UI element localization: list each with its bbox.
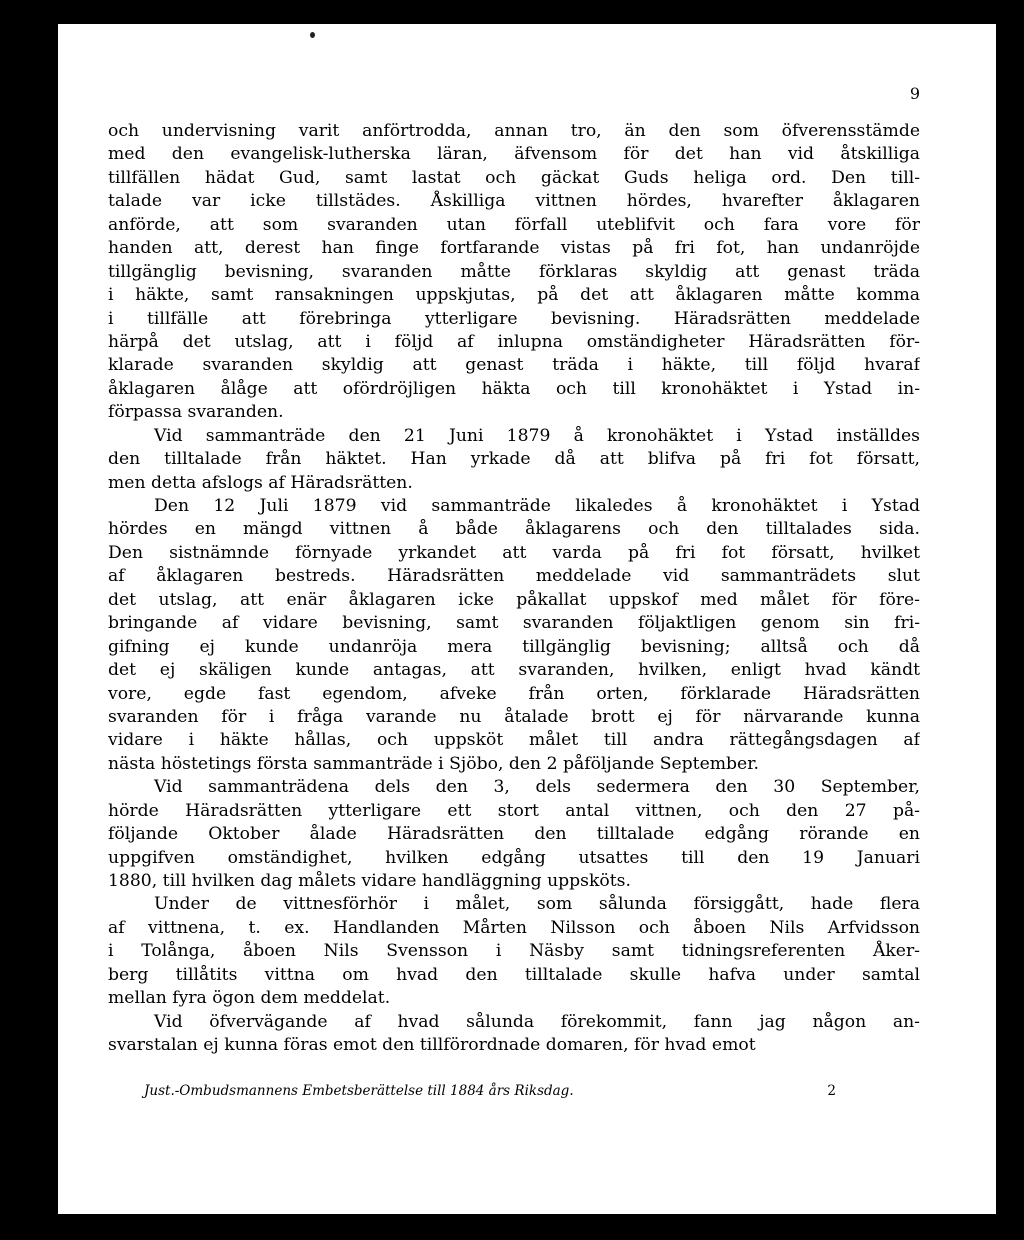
text-line: med den evangelisk-lutherska läran, äfvensom för det han vid åtskilliga	[108, 144, 920, 165]
text-line: Under de vittnesförhör i målet, som sålunda försiggått, hade flera	[154, 894, 920, 915]
text-line: följande Oktober ålade Häradsrätten den tilltalade edgång rörande en	[108, 824, 920, 845]
text-line: talade var icke tillstädes. Åskilliga vittnen hördes, hvarefter åklagaren	[108, 191, 920, 212]
text-line: Den sistnämnde förnyade yrkandet att varda på fri fot försatt, hvilket	[108, 542, 920, 563]
text-line: 1880, till hvilken dag målets vidare handläggning uppsköts.	[108, 871, 631, 891]
text-line: gifning ej kunde undanröja mera tillgänglig bevisning; alltså och då	[108, 636, 920, 657]
running-footer	[144, 1083, 836, 1099]
text-line: Den 12 Juli 1879 vid sammanträde likaledes å kronohäktet i Ystad	[154, 496, 920, 516]
text-line: det utslag, att enär åklagaren icke påkallat uppskof med målet för före-	[108, 589, 920, 610]
text-line: klarade svaranden skyldig att genast träda i häkte, till följd hvaraf	[108, 355, 920, 376]
text-line: Vid öfvervägande af hvad sålunda förekommit, fann jag någon an-	[154, 1011, 920, 1032]
text-line: svaranden för i fråga varande nu åtalade brott ej för närvarande kunna	[108, 706, 920, 727]
text-line: åklagaren ålåge att ofördröjligen häkta och till kronohäktet i Ystad in-	[108, 378, 920, 399]
text-line: tillfällen hädat Gud, samt lastat och gäckat Guds heliga ord. Den till-	[108, 167, 920, 188]
text-line: Vid sammanträdena dels den 3, dels sedermera den 30 September,	[154, 777, 920, 798]
text-line: härpå det utslag, att i följd af inlupna omständigheter Häradsrätten för-	[108, 331, 920, 352]
text-line: uppgifven omständighet, hvilken edgång utsattes till den 19 Januari	[108, 847, 920, 868]
page-number: 9	[909, 84, 920, 103]
text-line: och undervisning varit anförtrodda, annan tro, än den som öfverensstämde	[108, 121, 920, 141]
text-line: den tilltalade från häktet. Han yrkade då att blifva på fri fot försatt,	[108, 449, 920, 470]
text-line: men detta afslogs af Häradsrätten.	[108, 472, 413, 493]
text-line: förpassa svaranden.	[108, 402, 284, 423]
ink-speck	[310, 32, 315, 38]
text-line: mellan fyra ögon dem meddelat.	[108, 988, 391, 1009]
text-line: bringande af vidare bevisning, samt svaranden följaktligen genom sin fri-	[108, 613, 920, 634]
text-line: af åklagaren bestreds. Häradsrätten meddelade vid sammanträdets slut	[108, 566, 920, 587]
text-line: det ej skäligen kunde antagas, att svaranden, hvilken, enligt hvad kändt	[108, 660, 920, 681]
text-line: i tillfälle att förebringa ytterligare bevisning. Häradsrätten meddelade	[108, 308, 920, 329]
text-line: tillgänglig bevisning, svaranden måtte förklaras skyldig att genast träda	[108, 261, 920, 282]
text-line: svarstalan ej kunna föras emot den tillförordnade domaren, för hvad emot	[108, 1035, 756, 1056]
text-line: hörde Häradsrätten ytterligare ett stort antal vittnen, och den 27 på-	[108, 800, 920, 821]
text-line: af vittnena, t. ex. Handlanden Mårten Nilsson och åboen Nils Arfvidsson	[108, 917, 920, 938]
text-line: anförde, att som svaranden utan förfall uteblifvit och fara vore för	[108, 214, 920, 235]
text-line: nästa höstetings första sammanträde i Sjöbo, den 2 påföljande September.	[108, 753, 760, 774]
document-page	[58, 24, 996, 1214]
text-line: hördes en mängd vittnen å både åklagarens och den tilltalades sida.	[108, 519, 920, 540]
text-line: vore, egde fast egendom, afveke från orten, förklarade Häradsrätten	[108, 683, 920, 704]
text-line: vidare i häkte hållas, och uppsköt målet till andra rättegångsdagen af	[108, 730, 920, 751]
footer-title: Just.-Ombudsmannens Embetsberättelse till 1884 års Riksdag.	[144, 1083, 574, 1099]
printer-signature: 2	[827, 1083, 836, 1099]
text-line: Vid sammanträde den 21 Juni 1879 å kronohäktet i Ystad inställdes	[154, 425, 920, 446]
text-line: berg tillåtits vittna om hvad den tilltalade skulle hafva under samtal	[108, 964, 920, 985]
text-line: i häkte, samt ransakningen uppskjutas, på det att åklagaren måtte komma	[108, 285, 920, 306]
text-line: i Tolånga, åboen Nils Svensson i Näsby samt tidningsreferenten Åker-	[108, 941, 920, 962]
body-text	[108, 120, 920, 1058]
text-line: handen att, derest han finge fortfarande vistas på fri fot, han undanröjde	[108, 238, 920, 259]
